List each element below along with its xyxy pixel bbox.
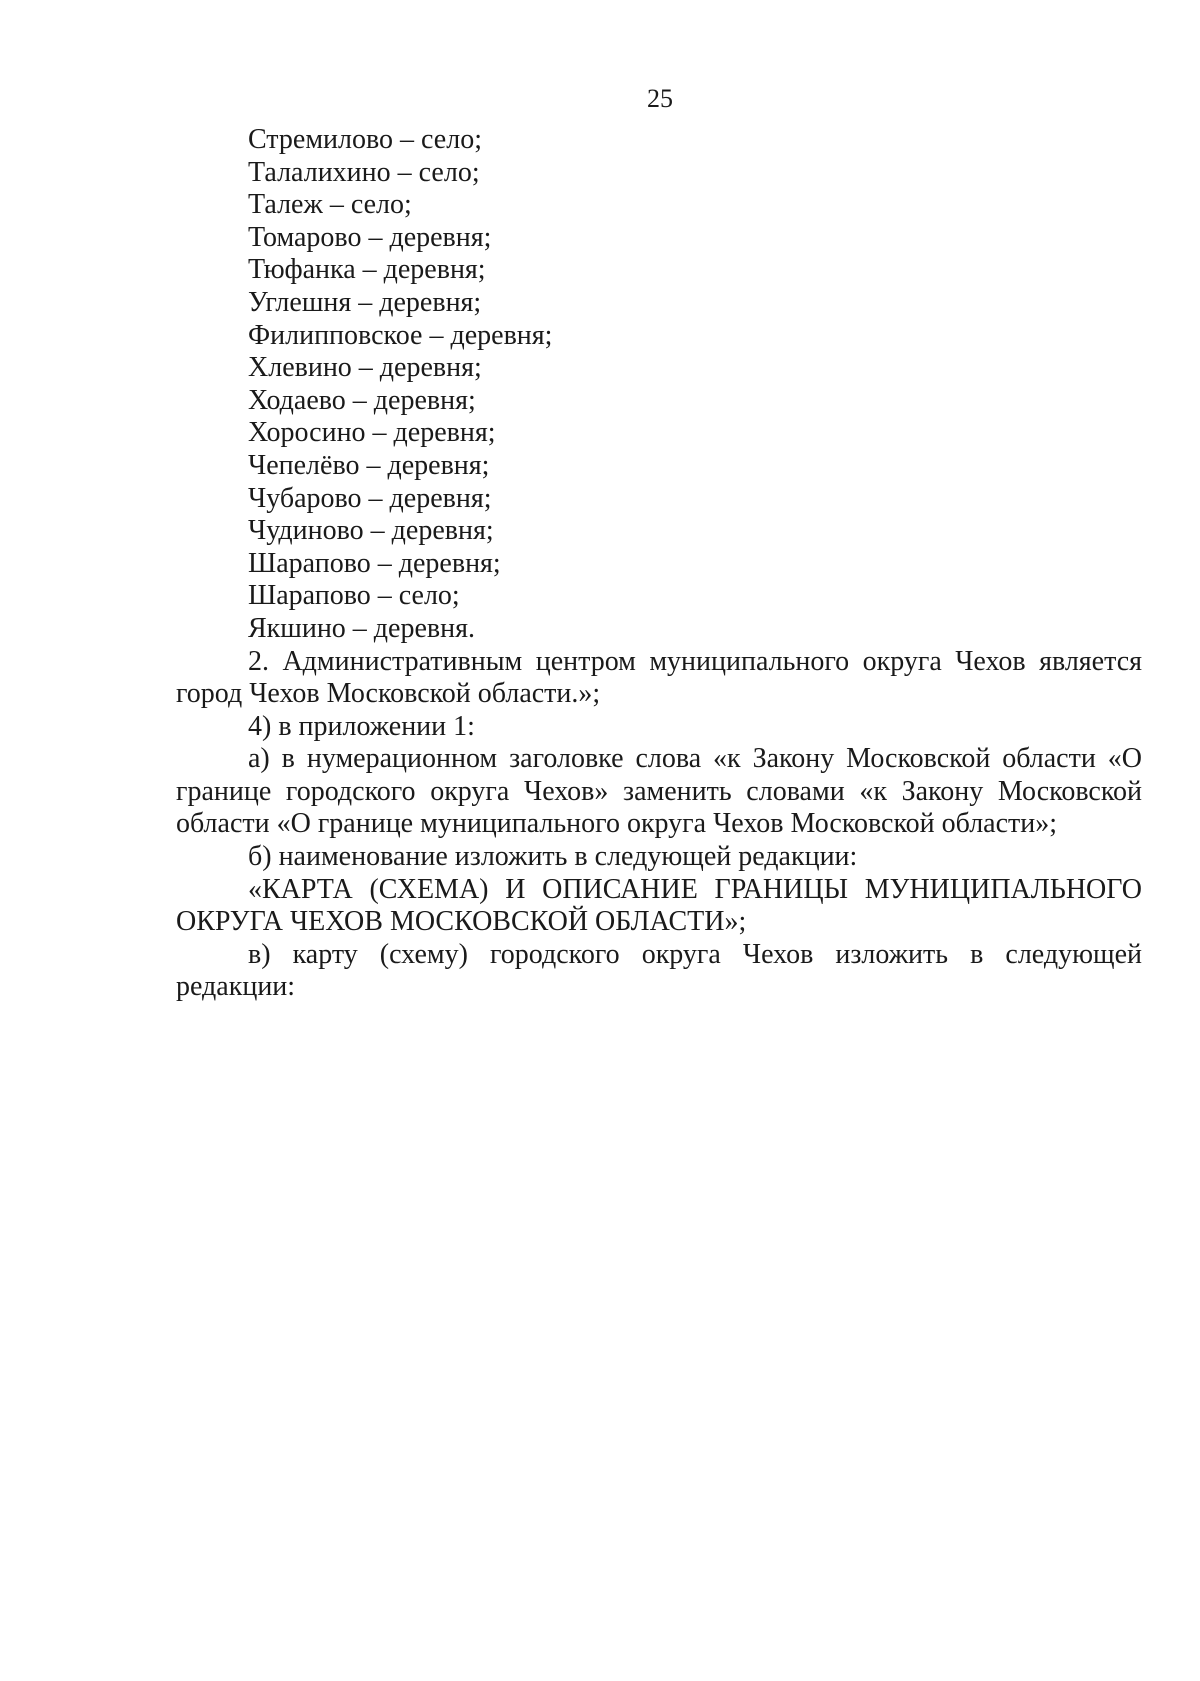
list-item: Филипповское – деревня; — [248, 319, 553, 351]
page-number: 25 — [647, 84, 673, 113]
document-body — [176, 124, 1142, 1004]
list-item: Хоросино – деревня; — [248, 417, 496, 449]
paragraph-subitem-v: в) карту (схему) городского округа Чехов изложить в следующей редакции: — [176, 938, 1142, 1003]
list-item: Томарово – деревня; — [248, 221, 492, 253]
list-item: Углешня – деревня; — [248, 286, 482, 318]
paragraph-subitem-b: б) наименование изложить в следующей редакции: — [248, 841, 858, 873]
list-item: Хлевино – деревня; — [248, 352, 482, 384]
list-item: Якшино – деревня. — [248, 612, 475, 644]
settlement-list — [176, 124, 1142, 646]
paragraph-new-title: «КАРТА (СХЕМА) И ОПИСАНИЕ ГРАНИЦЫ МУНИЦИПАЛЬНОГО ОКРУГА ЧЕХОВ МОСКОВСКОЙ ОБЛАСТИ»; — [176, 873, 1142, 938]
list-item: Чубарово – деревня; — [248, 482, 492, 514]
list-item: Талеж – село; — [248, 189, 412, 221]
list-item: Талалихино – село; — [248, 156, 480, 188]
paragraph-annex-item: 4) в приложении 1: — [248, 710, 475, 742]
list-item: Чепелёво – деревня; — [248, 449, 490, 481]
list-item: Шарапово – деревня; — [248, 547, 501, 579]
list-item: Стремилово – село; — [248, 124, 482, 155]
paragraph-admin-center: 2. Административным центром муниципального округа Чехов является город Чехов Московской области.»; — [176, 645, 1142, 710]
list-item: Тюфанка – деревня; — [248, 254, 486, 286]
list-item: Чудиново – деревня; — [248, 515, 494, 547]
paragraph-subitem-a: а) в нумерационном заголовке слова «к Закону Московской области «О границе городского округа Чехов» заменить словами «к Закону Московской области «О границе муниципального округа Чехов Московской области»; — [176, 743, 1142, 840]
list-item: Шарапово – село; — [248, 580, 460, 612]
list-item: Ходаево – деревня; — [248, 384, 476, 416]
